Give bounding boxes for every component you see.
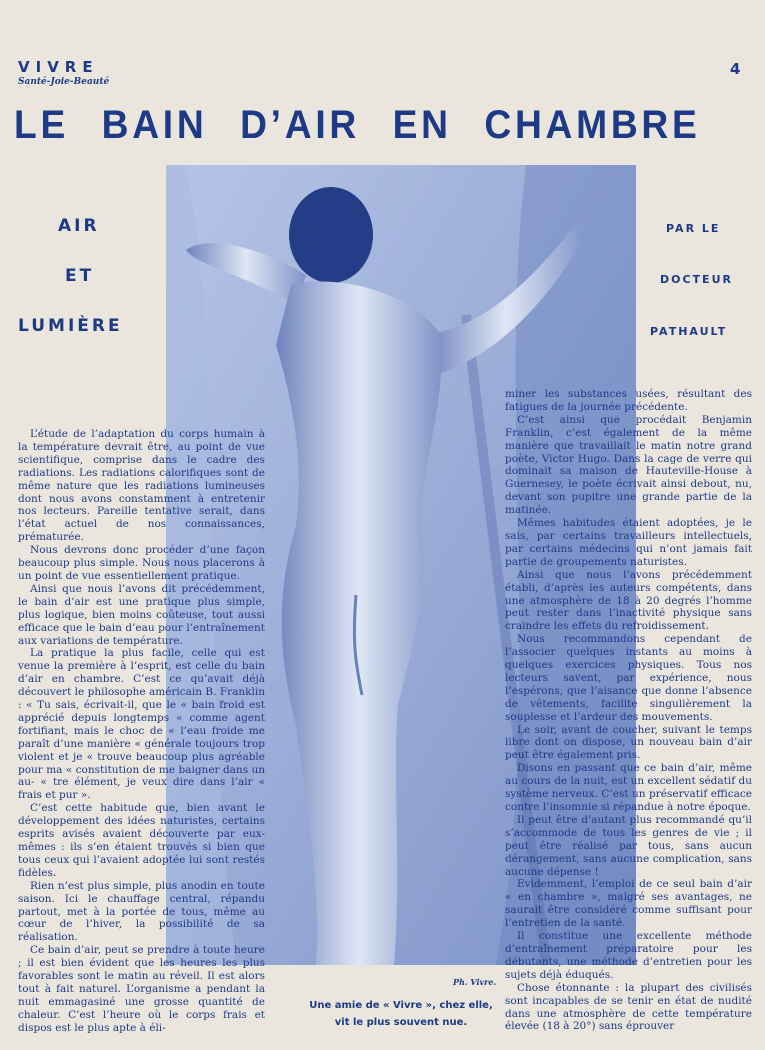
photo-caption-line-1: Une amie de « Vivre », chez elle, <box>309 1000 493 1011</box>
magazine-title: VIVRE <box>18 58 99 76</box>
paragraph: Il peut être d’autant plus recommandé qu’il s’accommode de tous les genres de vie ; il peut être réalisé par tous, sans aucun dérangement, sans aucune complication, sans aucune dépense ! <box>505 813 752 878</box>
photo-credit: Ph. Vivre. <box>453 977 497 987</box>
paragraph: miner les substances usées, résultant des fatigues de la journée précédente. <box>505 388 752 413</box>
paragraph: C’est ainsi que procédait Benjamin Franklin, c’est également de la même manière que travaillait le matin notre grand poète, Victor Hugo. Dans la cage de verre qui dominait sa maison de Hauteville-House à Guernesey, le poète écrivait ainsi debout, nu, devant son pupitre une grande partie de la matinée. <box>505 413 752 517</box>
photo-caption-line-2: vit le plus souvent nue. <box>334 1017 468 1028</box>
paragraph: C’est cette habitude que, bien avant le développement des idées naturistes, certains esprits avisés avaient découverte par eux-mêmes : ils s’en étaient trouvés si bien que tous ceux qui l’avaient adoptée lui sont restés fidèles. <box>18 802 265 879</box>
kicker-line-1: AIR <box>58 216 100 236</box>
kicker-line-3: LUMIÈRE <box>18 316 123 336</box>
paragraph: Nous devrons donc procéder d’une façon beaucoup plus simple. Nous nous placerons à un point de vue essentiellement pratique. <box>18 544 265 582</box>
kicker-line-2: ET <box>65 266 95 286</box>
byline-line-3: PATHAULT <box>650 325 728 338</box>
paragraph: Nous recommandons cependant de l’associer quelques instants au moins à quelques exercices physiques. Tous nos lecteurs savent, par expérience, nous l’espérons, que l’aisance que donne l’absence de vêtements, facilite singulièrement la souplesse et l’ardeur des mouvements. <box>505 633 752 723</box>
paragraph: Ce bain d’air, peut se prendre à toute heure ; il est bien évident que les heures les plus favorables sont le matin au réveil. Il est alors tout à fait naturel. L’organisme a pendant la nuit emmagasiné une grosse quantité de chaleur. C’est l’heure où le corps frais et dispos est le plus apte à éli- <box>18 944 265 1034</box>
byline-line-2: DOCTEUR <box>660 273 733 286</box>
paragraph: Ainsi que nous l’avons dit précédemment, le bain d’air est une pratique plus simple, plus logique, bien moins coûteuse, tout aussi efficace que le bain d’eau pour l’entraînement aux variations de température. <box>18 582 265 647</box>
paragraph: Disons en passant que ce bain d’air, même au cours de la nuit, est un excellent sédatif du système nerveux. C’est un préservatif efficace contre l’insomnie si répandue à notre époque. <box>505 762 752 813</box>
paragraph: Ainsi que nous l’avons précédemment établi, d’après les auteurs compétents, dans une atmosphère de 18 à 20 degrés l’homme peut rester dans l’inactivité physique sans craindre les effets du refroidissement. <box>505 568 752 633</box>
article-body-right-column <box>505 388 752 1038</box>
page-number: 4 <box>730 60 741 78</box>
paragraph: Chose étonnante : la plupart des civilisés sont incapables de se tenir en état de nudité dans une atmosphère de cette température élevée (18 à 20°) sans éprouver <box>505 981 752 1033</box>
paragraph: Mêmes habitudes étaient adoptées, je le sais, par certains travailleurs intellectuels, par certains médecins qui n’ont jamais fait partie de groupements naturistes. <box>505 517 752 568</box>
paragraph: Le soir, avant de coucher, suivant le temps libre dont on dispose, un nouveau bain d’air peut être également pris. <box>505 723 752 762</box>
paragraph: Rien n’est plus simple, plus anodin en toute saison. Ici le chauffage central, répandu partout, met à la portée de tous, même au cœur de l’hiver, la possibilité de sa réalisation. <box>18 879 265 944</box>
article-headline: LE BAIN D’AIR EN CHAMBRE <box>14 103 701 147</box>
byline-line-1: PAR LE <box>666 222 721 235</box>
paragraph: Evidemment, l’emploi de ce seul bain d’air « en chambre », malgré ses avantages, ne saurait être considéré comme suffisant pour l’entretien de la santé. <box>505 878 752 930</box>
article-body-left-column <box>18 428 265 1034</box>
paragraph: Il constitue une excellente méthode d’entraînement préparatoire pour les débutants, une méthode d’entretien pour les sujets déjà éduqués. <box>505 930 752 981</box>
paragraph: L’étude de l’adaptation du corps humain à la température devrait être, au point de vue scientifique, comprise dans le cadre des radiations. Les radiations calorifiques sont de même nature que les radiations lumineuses dont nous avons constamment à entretenir nos lecteurs. Pareille tentative serait, dans l’état actuel de nos connaissances, prématurée. <box>18 428 265 544</box>
paragraph: La pratique la plus facile, celle qui est venue la première à l’esprit, est celle du bain d’air en chambre. C’est ce qu’avait déjà découvert le philosophe américain B. Franklin : « Tu sais, écrivait-il, que le « bain froid est apprécié depuis longtemps « comme agent fortifiant, mais le choc de « l’eau froide me paraît d’une manière « générale toujours trop violent et je « trouve beaucoup plus agréable pour ma « constitution de me baigner dans un au- « tre élément, je veux dire dans l’air « frais et pur ». <box>18 647 265 802</box>
magazine-subtitle: Santé-Joie-Beauté <box>18 77 110 87</box>
